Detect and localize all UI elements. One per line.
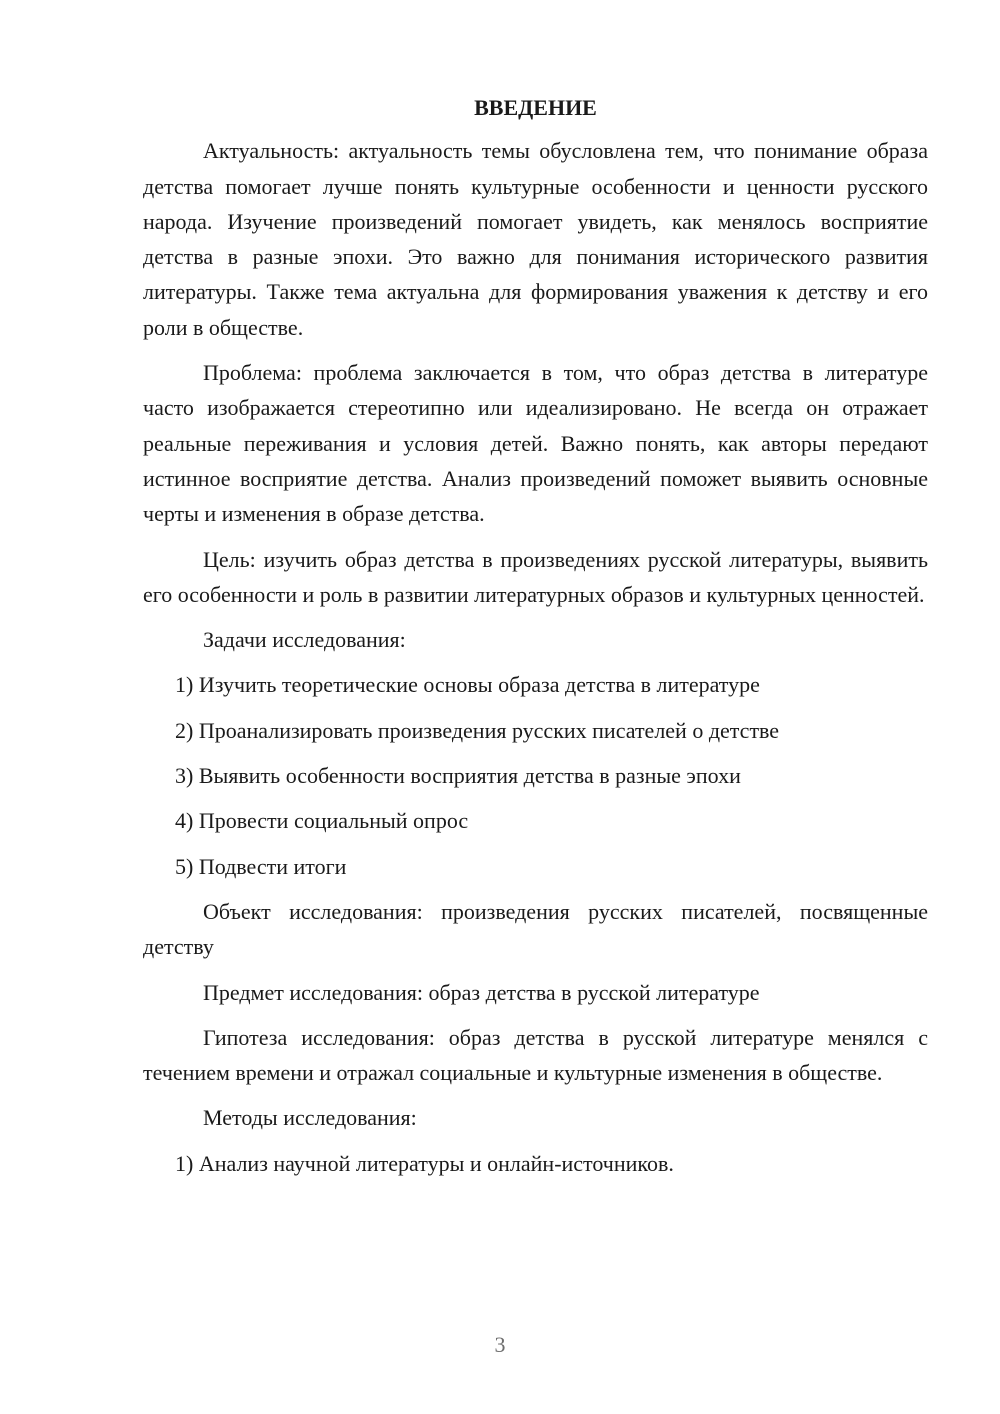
list-item: 1) Анализ научной литературы и онлайн-источников. <box>175 1150 674 1176</box>
problem-paragraph: Проблема: проблема заключается в том, что образ детства в литературе часто изображается стереотипно или идеализировано. Не всегда он отражает реальные переживания и условия детей. Важно понять, как авторы передают истинное восприятие детства. Анализ произведений поможет выявить основные черты и изменения в образе детства. <box>143 360 928 527</box>
list-item: 5) Подвести итоги <box>175 853 347 879</box>
page-content <box>143 90 928 1191</box>
subject-paragraph: Предмет исследования: образ детства в русской литературе <box>203 979 760 1005</box>
list-item: 1) Изучить теоретические основы образа детства в литературе <box>175 672 760 698</box>
goal-paragraph: Цель: изучить образ детства в произведениях русской литературы, выявить его особенности и роль в развитии литературных образов и культурных ценностей. <box>143 546 928 607</box>
tasks-label: Задачи исследования: <box>203 627 406 653</box>
list-item: 4) Провести социальный опрос <box>175 808 469 834</box>
methods-list <box>143 1146 928 1181</box>
page-number: 3 <box>494 1332 506 1357</box>
list-item: 3) Выявить особенности восприятия детства в разные эпохи <box>175 763 741 789</box>
hypothesis-paragraph: Гипотеза исследования: образ детства в русской литературе менялся с течением времени и отражал социальные и культурные изменения в обществе. <box>143 1024 928 1086</box>
object-paragraph: Объект исследования: произведения русских писателей, посвященные детству <box>143 898 928 960</box>
relevance-paragraph: Актуальность: актуальность темы обусловлена тем, что понимание образа детства помогает лучше понять культурные особенности и ценности русского народа. Изучение произведений помогает увидеть, как менялось восприятие детства в разные эпохи. Это важно для понимания исторического развития литературы. Также тема актуальна для формирования уважения к детству и его роли в обществе. <box>143 138 928 340</box>
list-item: 2) Проанализировать произведения русских писателей о детстве <box>175 717 780 743</box>
page-title: ВВЕДЕНИЕ <box>474 95 597 120</box>
methods-label: Методы исследования: <box>203 1105 417 1131</box>
tasks-list <box>143 667 928 883</box>
